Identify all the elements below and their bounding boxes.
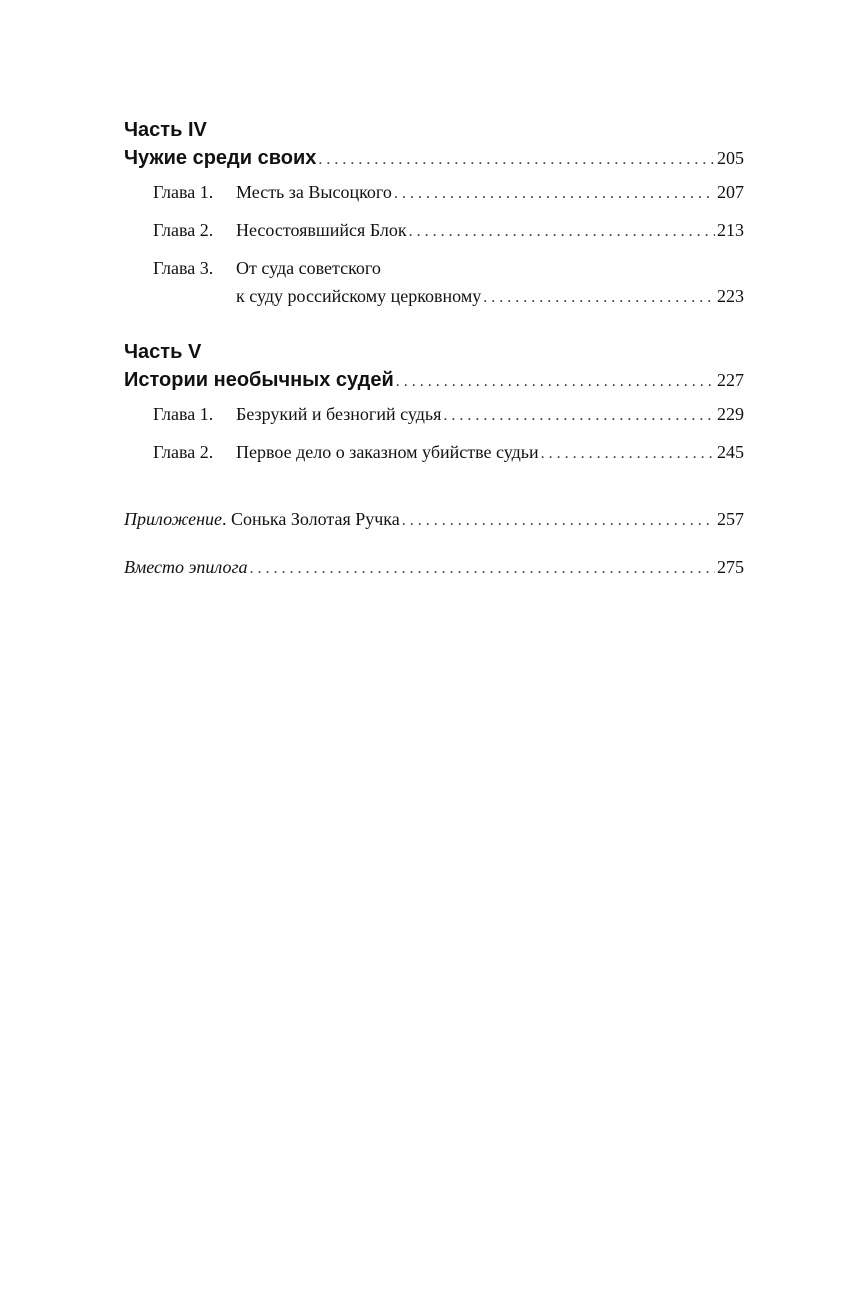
appendix-title: . Сонька Золотая Ручка (222, 509, 400, 529)
appendix-entry (124, 496, 744, 544)
dot-leader (318, 146, 715, 174)
part-title: Чужие среди своих (124, 147, 317, 169)
chapter-title: Несостоявшийся Блок (236, 220, 407, 240)
dot-leader (409, 214, 715, 250)
page-number: 227 (717, 370, 744, 390)
dot-leader (541, 436, 715, 472)
chapter-title-line1: От суда советского (236, 258, 381, 278)
part-v-section (124, 338, 744, 472)
chapter-entry (124, 434, 744, 472)
chapter-title: Безрукий и безногий судья (236, 404, 442, 424)
back-matter (124, 496, 744, 592)
chapter-title-line2: к суду российскому церковному (236, 286, 482, 306)
chapter-entry (124, 212, 744, 250)
chapter-entry (124, 254, 744, 312)
chapter-title: Первое дело о заказном убийстве судьи (236, 442, 539, 462)
part-iv-section (124, 116, 744, 312)
part-title: Истории необычных судей (124, 369, 394, 391)
page-number: 213 (717, 220, 744, 240)
dot-leader (483, 284, 715, 312)
chapter-title: Месть за Высоцкого (236, 182, 392, 202)
epilogue-entry (124, 544, 744, 592)
chapter-number: Глава 2. (153, 220, 214, 240)
dot-leader (396, 368, 715, 396)
dot-leader (402, 498, 715, 544)
page-number: 205 (717, 148, 744, 168)
page-number: 257 (717, 509, 744, 529)
chapter-number: Глава 3. (153, 258, 214, 278)
chapter-entry (124, 174, 744, 212)
part-label: Часть IV (124, 119, 207, 141)
table-of-contents (124, 116, 744, 592)
chapter-number: Глава 1. (153, 404, 214, 424)
dot-leader (250, 546, 715, 592)
part-title-row (124, 144, 744, 174)
page-number: 223 (717, 286, 744, 306)
page-number: 207 (717, 182, 744, 202)
appendix-label: Приложение (124, 509, 223, 529)
part-title-row (124, 366, 744, 396)
dot-leader (394, 176, 715, 212)
page-number: 229 (717, 404, 744, 424)
epilogue-label: Вместо эпилога (124, 557, 248, 577)
page-number: 245 (717, 442, 744, 462)
chapter-number: Глава 2. (153, 442, 214, 462)
page-number: 275 (717, 557, 744, 577)
part-label: Часть V (124, 341, 202, 363)
chapter-entry (124, 396, 744, 434)
chapter-number: Глава 1. (153, 182, 214, 202)
dot-leader (443, 398, 715, 434)
